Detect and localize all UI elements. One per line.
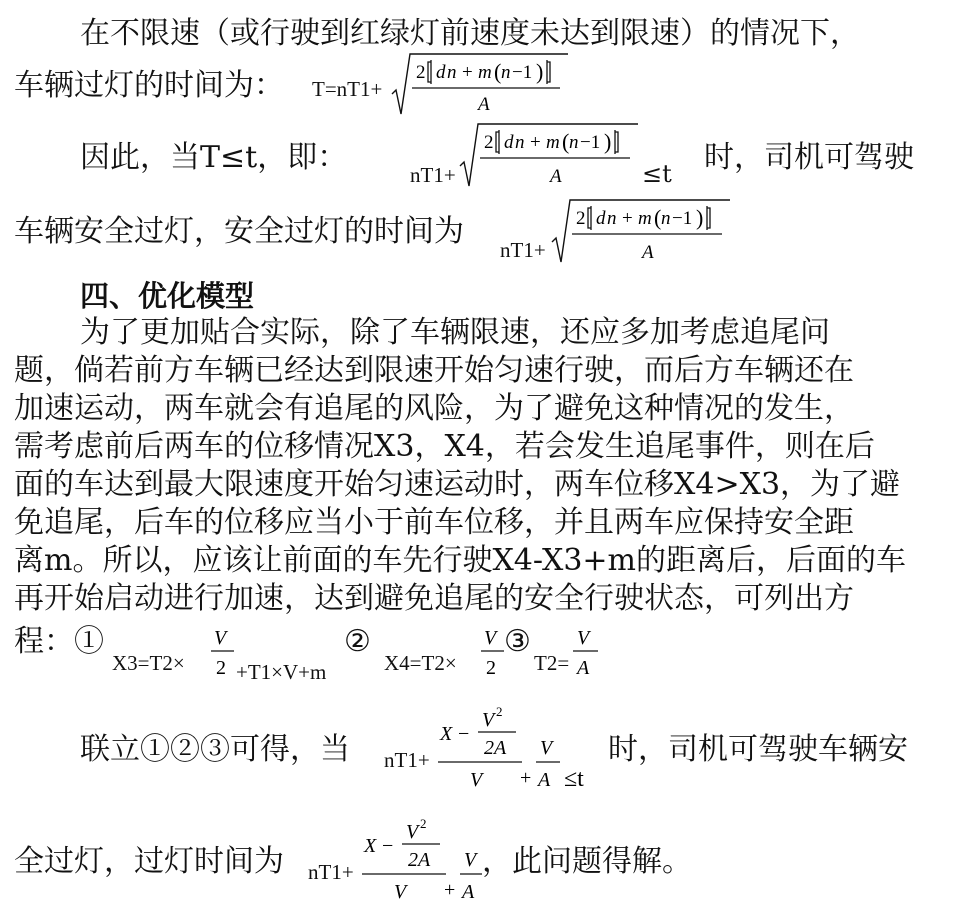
math-token: 2A [408,849,431,871]
circled-number: ③ [504,624,531,659]
text: 全过灯，过灯时间为 [14,844,284,879]
math-token: d [436,62,446,83]
text: 时，司机可驾驶车辆安 [608,732,908,767]
circled-number: ② [344,624,371,659]
math-token: + [444,879,456,901]
math-token: V [577,627,590,649]
math-token: X [364,835,377,857]
sqrt-formula [458,120,642,190]
math-token: −1 [672,208,693,229]
paragraph-line [80,313,830,353]
text: 联立①②③可得，当 [80,732,350,767]
math-token: 2 [216,657,226,679]
math-token: n [447,62,457,83]
text: 车辆安全过灯，安全过灯的时间为 [14,214,464,249]
math-paren: ) [696,205,704,230]
formula-prefix: nT1+ [500,238,546,262]
math-token: − [458,723,470,745]
math-token: A [642,242,654,263]
paragraph-line [14,465,900,505]
formula-prefix: nT1+ [308,860,354,884]
math-token: m [478,62,492,83]
formula-prefix: nT1+ [410,163,456,187]
math-token: A [478,94,490,115]
paragraph-line [14,579,854,619]
paragraph-line [14,427,875,467]
circled-number: ① [74,624,104,659]
paragraph-line [14,351,854,391]
text: 加速运动，两车就会有追尾的风险，为了避免这种情况的发生， [14,391,854,426]
text: 面的车达到最大限速度开始匀速运动时，两车位移X4>X3，为了避 [14,467,901,502]
paragraph-line [14,541,906,581]
text: 在不限速（或行驶到红绿灯前速度未达到限速）的情况下， [80,16,860,51]
text: 离m。所以，应该让前面的车先行驶X4-X3+m的距离后，后面的车 [14,543,906,578]
compound-fraction [360,816,484,908]
math-token: V [482,709,495,731]
relation: ≤t [564,766,584,792]
paragraph-line [80,138,347,178]
paragraph-line [14,622,104,662]
math-token: d [504,132,514,153]
math-token: 2 [484,132,494,153]
math-token: + [462,62,473,83]
math-token: −1 [512,62,533,83]
text: 免追尾，后车的位移应当小于前车位移，并且两车应保持安全距 [14,505,854,540]
paragraph-line [14,212,464,252]
formula-prefix: nT1+ [384,748,430,772]
sqrt-formula [550,196,734,266]
math-token: − [382,835,394,857]
paragraph-line [608,730,908,770]
math-token: 2A [484,737,507,759]
compound-fraction [436,704,612,796]
formula-prefix: T=nT1+ [312,77,383,101]
paragraph-line [14,389,854,429]
formula-part: X4=T2× [384,651,457,675]
fraction [208,622,238,680]
math-token: m [638,208,652,229]
text: ，此问题得解。 [482,844,692,879]
paragraph-line [80,14,860,54]
sqrt-formula [390,50,570,118]
math-token: + [622,208,633,229]
math-token: V [484,627,497,649]
math-token: V [394,881,407,903]
heading-text: 四、优化模型 [80,279,255,313]
math-token: m [546,132,560,153]
section-heading [80,276,254,316]
math-token: A [550,166,562,187]
math-token: A [577,657,590,679]
text: 为了更加贴合实际，除了车辆限速，还应多加考虑追尾问 [80,315,830,350]
formula-part: X3=T2× [112,651,185,675]
text: 因此，当T≤t，即： [80,140,348,175]
text: 程： [14,624,74,659]
math-paren: ) [604,129,612,154]
paragraph-line [14,66,284,106]
formula-part: T2= [534,651,570,675]
math-token: V [406,821,419,843]
math-token: 2 [576,208,586,229]
paragraph-line [14,842,284,882]
math-token: n [569,132,579,153]
math-token: −1 [580,132,601,153]
math-paren: ( [654,205,662,230]
math-token: V [470,769,483,791]
paragraph-line [14,503,854,543]
text: 题，倘若前方车辆已经达到限速开始匀速行驶，而后方车辆还在 [14,353,854,388]
math-paren: ) [536,59,544,84]
relation: ≤t [642,160,672,188]
paragraph-line [482,842,692,882]
math-token: V [214,627,227,649]
math-token: X [440,723,453,745]
math-token: n [501,62,511,83]
text: 车辆过灯的时间为： [14,68,284,103]
math-token: 2 [496,704,503,719]
math-token: n [607,208,617,229]
math-token: n [515,132,525,153]
fraction [570,622,602,680]
math-token: A [462,881,475,903]
math-token: n [661,208,671,229]
math-token: A [538,769,551,791]
math-token: d [596,208,606,229]
math-token: 2 [420,816,427,831]
math-token: V [464,849,477,871]
text: 再开始启动进行加速，达到避免追尾的安全行驶状态，可列出方 [14,581,854,616]
math-paren: ( [562,129,570,154]
math-token: 2 [416,62,426,83]
paragraph-line [80,730,350,770]
math-token: + [530,132,541,153]
text: 需考虑前后两车的位移情况X3，X4，若会发生追尾事件，则在后 [14,429,875,464]
paragraph-line [704,138,914,178]
math-paren: ( [494,59,502,84]
math-token: 2 [486,657,496,679]
math-token: V [540,737,553,759]
text: 时，司机可驾驶 [704,140,914,175]
math-token: + [520,767,532,789]
formula-part: +T1×V+m [236,660,327,684]
